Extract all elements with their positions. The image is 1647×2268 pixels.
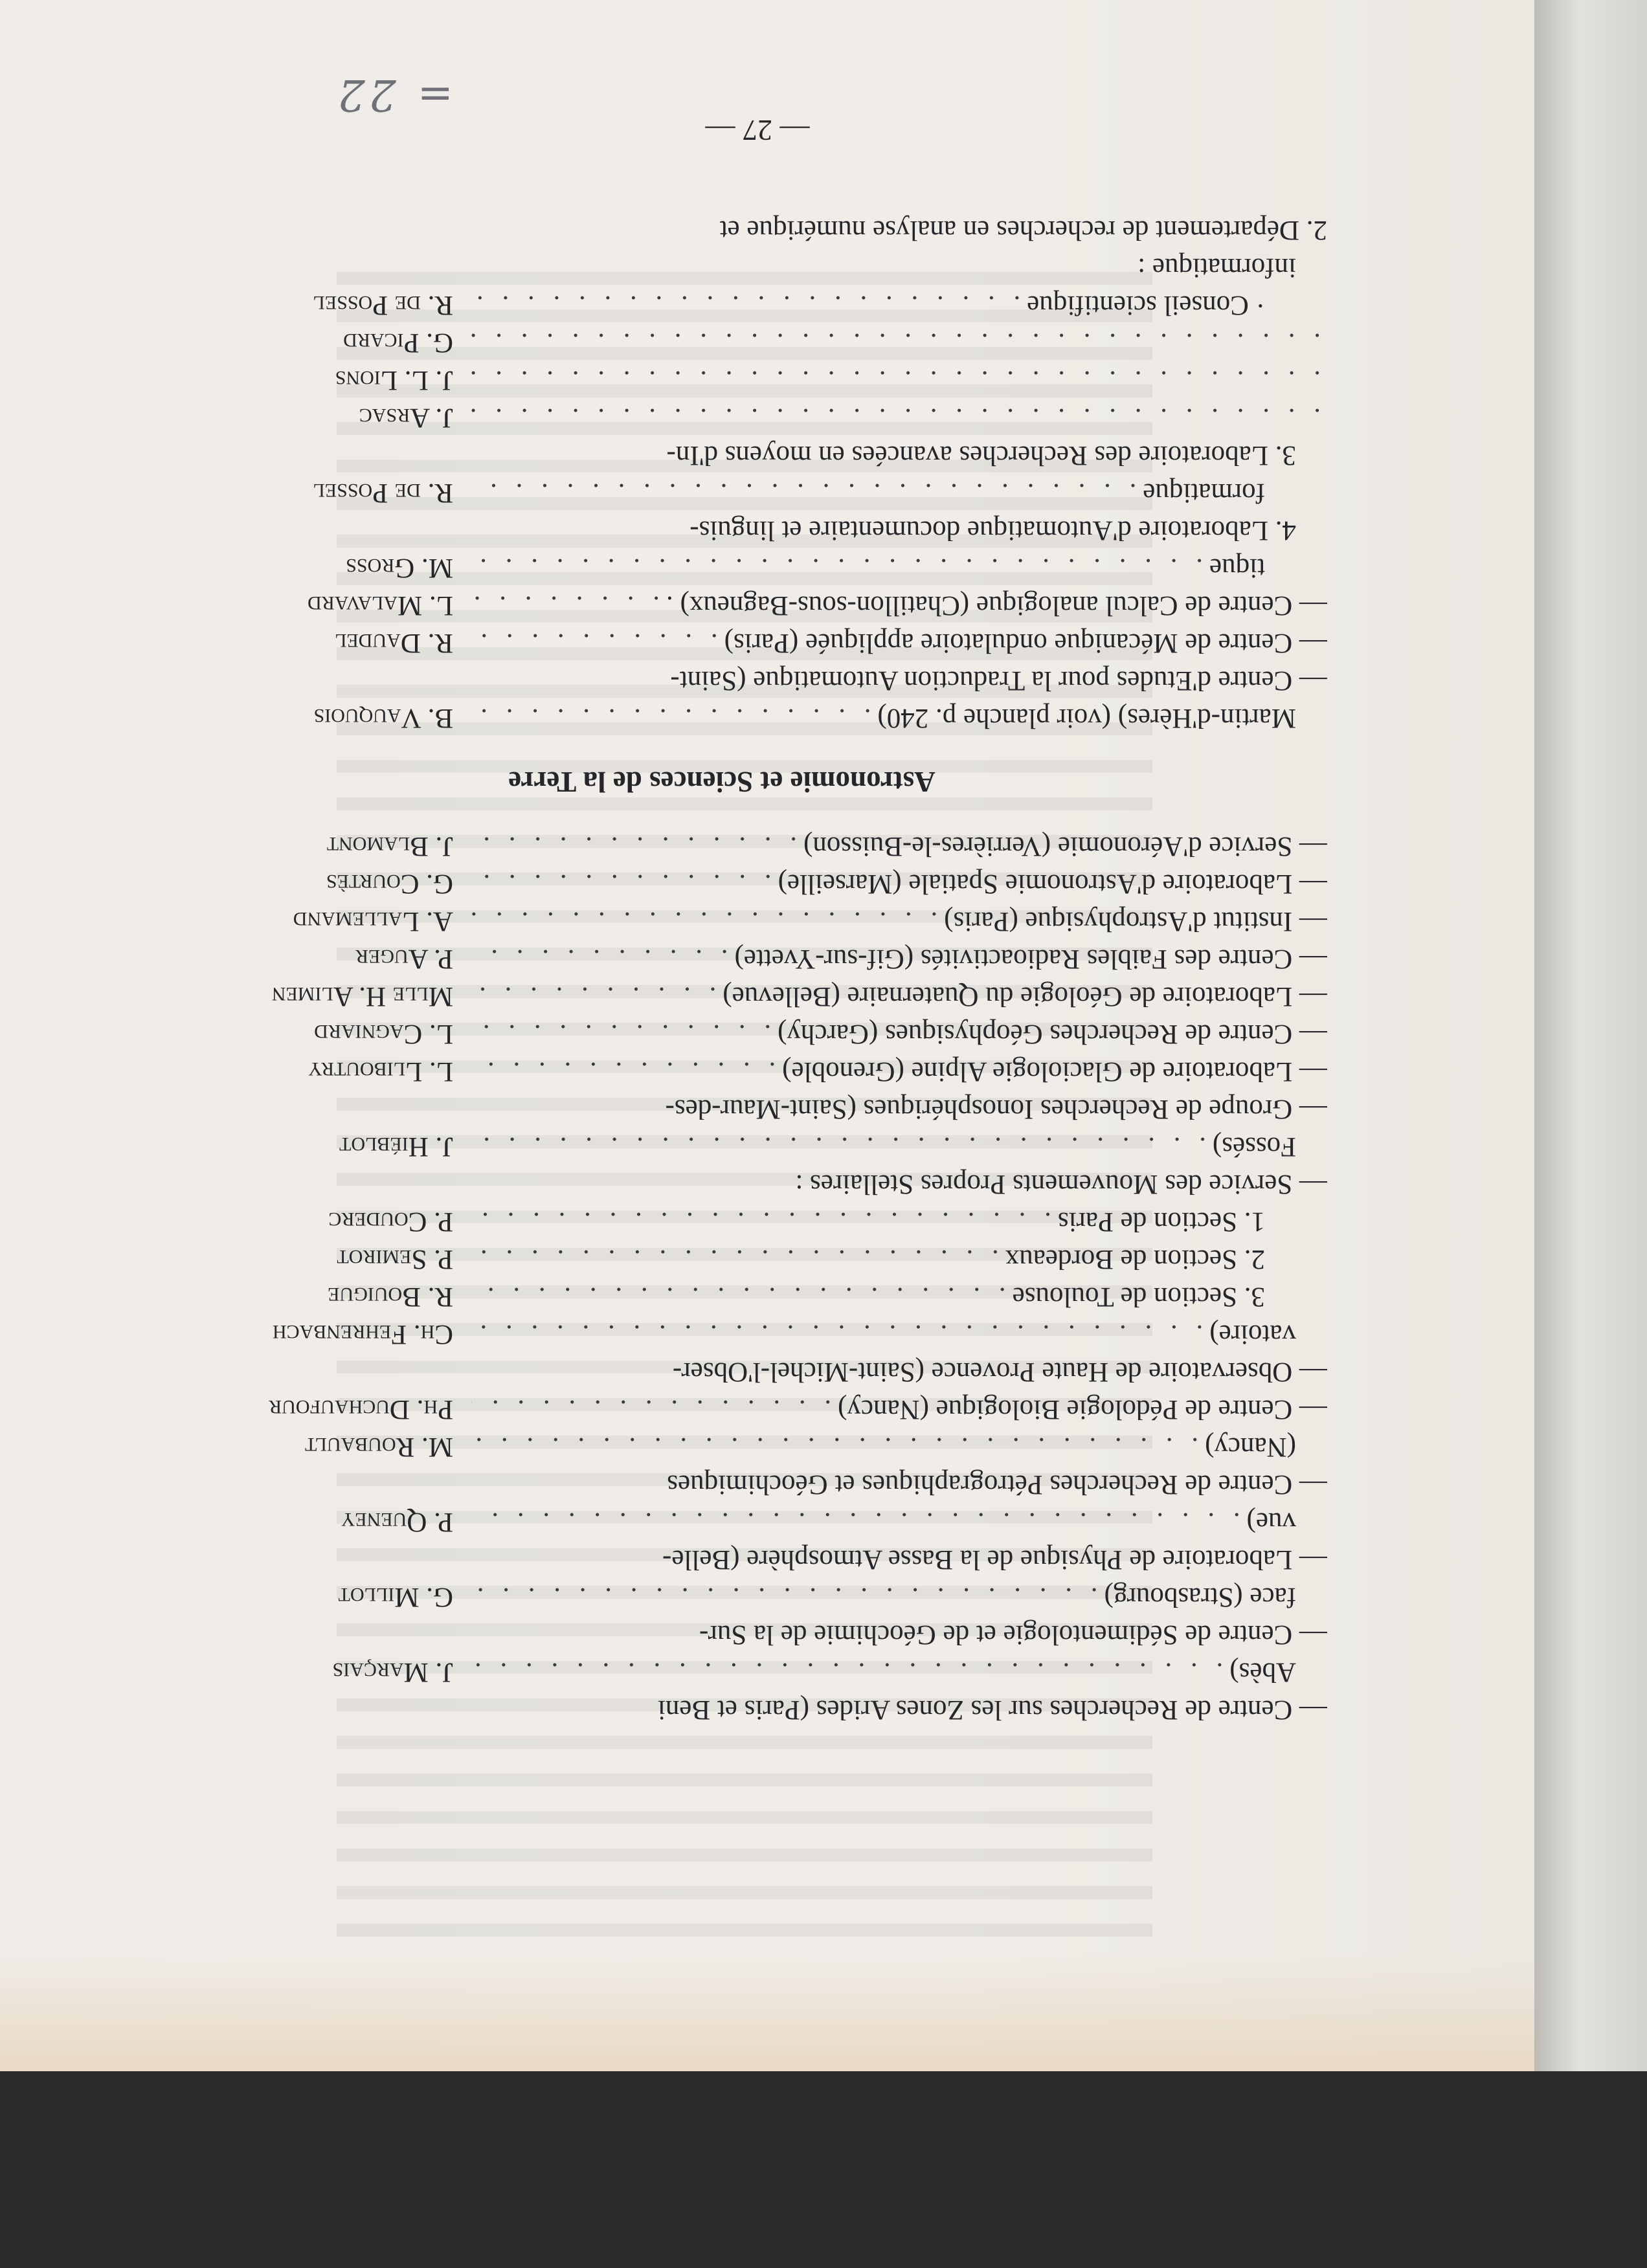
directory-entry bbox=[155, 977, 1327, 1015]
directory-entry bbox=[155, 511, 1327, 549]
page-number: — 27 — bbox=[705, 114, 810, 147]
entry-director: P. Couderc bbox=[328, 1206, 453, 1237]
directory-entries-bottom bbox=[155, 211, 1327, 737]
entry-director: R. de Possel bbox=[313, 290, 453, 320]
dot-leader bbox=[471, 624, 718, 662]
entry-institution: informatique : bbox=[1137, 252, 1296, 283]
directory-entry bbox=[155, 662, 1327, 699]
entry-director: R. Daudel bbox=[335, 628, 453, 658]
entry-institution: Martin-d'Hères) (voir planche p. 240) bbox=[877, 703, 1296, 733]
entry-institution: — Service d'Aéronomie (Verrières-le-Buisson) bbox=[803, 831, 1327, 862]
entry-director: A. Lallemand bbox=[293, 906, 453, 937]
directory-entry bbox=[155, 1090, 1327, 1128]
entry-director: P. Auger bbox=[355, 944, 453, 974]
entry-institution: — Service des Mouvements Propres Stellaires : bbox=[795, 1169, 1327, 1199]
entry-institution: — Centre des Faibles Radioactivités (Gif-sur-Yvette) bbox=[734, 944, 1327, 974]
entry-institution: formatique bbox=[1143, 478, 1265, 508]
dot-leader bbox=[471, 324, 1321, 361]
directory-list bbox=[155, 211, 1327, 1728]
entry-institution: vue) bbox=[1246, 1507, 1296, 1537]
entry-institution: — Centre de Mécanique ondulatoire appliquée (Paris) bbox=[724, 628, 1327, 658]
directory-entry bbox=[155, 436, 1327, 474]
dot-leader bbox=[471, 1428, 1198, 1465]
entry-institution: 2. Section de Bordeaux bbox=[1005, 1244, 1265, 1274]
directory-entry bbox=[155, 1203, 1327, 1240]
entry-director: P. Queney bbox=[341, 1507, 453, 1537]
entry-institution: — Laboratoire de Géologie du Quaternaire (Bellevue) bbox=[723, 981, 1327, 1012]
directory-entry bbox=[155, 1540, 1327, 1578]
entry-institution: 4. Laboratoire d'Automatique documentaire et linguis- bbox=[689, 515, 1296, 546]
entry-director: B. Vauquois bbox=[313, 703, 453, 733]
directory-entry bbox=[155, 865, 1327, 902]
directory-entry bbox=[155, 1128, 1327, 1165]
directory-entry bbox=[155, 1465, 1327, 1503]
entry-director: L. Malavard bbox=[308, 590, 453, 621]
entry-institution: — Centre de Recherches sur les Zones Arides (Paris et Beni bbox=[657, 1695, 1327, 1725]
directory-entry bbox=[155, 1240, 1327, 1278]
dot-leader bbox=[471, 699, 871, 737]
dot-leader bbox=[471, 1578, 1097, 1616]
entry-institution: 1. Section de Paris bbox=[1057, 1206, 1265, 1237]
dot-leader bbox=[471, 1015, 771, 1052]
dot-leader bbox=[471, 1278, 1006, 1315]
entry-institution: — Laboratoire d'Astronomie Spatiale (Marseille) bbox=[778, 869, 1327, 899]
entry-director: L. Cagniard bbox=[314, 1019, 453, 1049]
directory-entry bbox=[155, 1015, 1327, 1052]
entry-institution: — Centre de Recherches Géophysiques (Garchy) bbox=[778, 1019, 1327, 1049]
dot-leader bbox=[471, 1240, 999, 1278]
section-heading: Astronomie et Sciences de la Terre bbox=[508, 766, 936, 798]
entry-director: L. Lliboutry bbox=[308, 1056, 453, 1087]
dot-leader bbox=[471, 1203, 1051, 1240]
entry-institution: (Nancy) bbox=[1205, 1432, 1296, 1462]
entry-director: J. Marçais bbox=[332, 1657, 453, 1687]
directory-entry bbox=[155, 324, 1327, 361]
dot-leader bbox=[471, 940, 728, 977]
dot-leader bbox=[471, 977, 716, 1015]
dot-leader bbox=[471, 1315, 1203, 1353]
entry-director: R. de Possel bbox=[313, 478, 453, 508]
directory-entry bbox=[155, 1390, 1327, 1428]
entry-director: G. Millot bbox=[338, 1582, 453, 1612]
dot-leader bbox=[471, 286, 1020, 324]
dot-leader bbox=[471, 361, 1321, 399]
directory-entry bbox=[155, 1353, 1327, 1390]
entry-institution: face (Strasbourg) bbox=[1104, 1582, 1296, 1612]
dot-leader bbox=[471, 1653, 1223, 1691]
dot-leader bbox=[471, 1052, 776, 1090]
entry-institution: — Centre d'Etudes pour la Traduction Automatique (Saint- bbox=[670, 665, 1327, 696]
directory-entry bbox=[155, 624, 1327, 662]
directory-entry bbox=[155, 286, 1327, 324]
directory-entry bbox=[155, 586, 1327, 624]
dot-leader bbox=[471, 1390, 831, 1428]
directory-entry bbox=[155, 361, 1327, 399]
entry-director: P. Semirot bbox=[337, 1244, 453, 1274]
entry-institution: — Laboratoire de Physique de la Basse Atmosphère (Belle- bbox=[662, 1544, 1327, 1575]
entry-institution: 3. Section de Toulouse bbox=[1012, 1282, 1265, 1312]
dot-leader bbox=[471, 474, 1136, 511]
entry-institution: Fossés) bbox=[1212, 1131, 1296, 1162]
directory-entry bbox=[155, 827, 1327, 865]
entry-institution: — Institut d'Astrophysique (Paris) bbox=[944, 906, 1327, 937]
directory-entry bbox=[155, 699, 1327, 737]
entry-institution: Abès) bbox=[1229, 1657, 1296, 1687]
entry-institution: — Groupe de Recherches Ionosphériques (Saint-Maur-des- bbox=[665, 1094, 1327, 1124]
dot-leader bbox=[471, 1503, 1240, 1540]
entry-director: G. Picard bbox=[343, 328, 453, 358]
entry-director: J. Arsac bbox=[359, 403, 453, 433]
entry-director: M. Roubault bbox=[305, 1432, 453, 1462]
directory-entry bbox=[155, 1578, 1327, 1616]
directory-entry bbox=[155, 902, 1327, 940]
directory-entry bbox=[155, 1315, 1327, 1353]
directory-entry bbox=[155, 249, 1327, 286]
dot-leader bbox=[471, 865, 772, 902]
directory-entry bbox=[155, 1278, 1327, 1315]
directory-entry bbox=[155, 1616, 1327, 1653]
directory-entry bbox=[155, 1653, 1327, 1691]
directory-entry bbox=[155, 549, 1327, 586]
directory-entry bbox=[155, 1165, 1327, 1203]
dot-leader bbox=[471, 827, 797, 865]
directory-entry bbox=[155, 1503, 1327, 1540]
directory-entry bbox=[155, 1691, 1327, 1728]
dot-leader bbox=[471, 1128, 1206, 1165]
entry-institution: — Centre de Sédimentologie et de Géochimie de la Sur- bbox=[699, 1619, 1327, 1650]
entry-institution: — Centre de Calcul analogique (Chatillon-sous-Bagneux) . bbox=[666, 590, 1327, 621]
entry-director: Ch. Fehrenbach bbox=[272, 1319, 453, 1350]
dot-leader bbox=[471, 902, 937, 940]
entry-institution: — Observatoire de Haute Provence (Saint-Michel-l'Obser- bbox=[672, 1357, 1327, 1387]
entry-institution: vatoire) bbox=[1209, 1319, 1296, 1350]
entry-director: G. Courtès bbox=[326, 869, 453, 899]
directory-entry bbox=[155, 211, 1327, 249]
directory-entry bbox=[155, 1052, 1327, 1090]
entry-director: J. L. Lions bbox=[335, 365, 453, 395]
handwritten-page-note: = 22 bbox=[333, 70, 453, 120]
entry-director: M. Gross bbox=[346, 553, 453, 583]
entry-director: Mlle H. Alimen bbox=[271, 981, 453, 1012]
entry-institution: — Centre de Recherches Pétrographiques et Géochimiques bbox=[667, 1469, 1327, 1500]
entry-institution: 3. Laboratoire des Recherches avancées en moyens d'In- bbox=[666, 440, 1296, 471]
directory-entry bbox=[155, 1428, 1327, 1465]
entry-institution: — Laboratoire de Glaciologie Alpine (Grenoble) bbox=[782, 1056, 1327, 1087]
directory-entry bbox=[155, 474, 1327, 511]
dot-leader bbox=[471, 399, 1321, 436]
entry-director: J. Hiéblot bbox=[339, 1131, 453, 1162]
book-gutter bbox=[1534, 0, 1647, 2071]
dot-leader bbox=[471, 549, 1203, 586]
directory-entry bbox=[155, 399, 1327, 436]
entry-director: J. Blamont bbox=[326, 831, 453, 862]
directory-entry bbox=[155, 940, 1327, 977]
entry-institution: tique bbox=[1209, 553, 1265, 583]
entry-institution: 2. Département de recherches en analyse numérique et bbox=[719, 215, 1327, 245]
entry-director: Ph. Duchaufour bbox=[269, 1394, 453, 1425]
dot-leader bbox=[471, 586, 660, 624]
directory-entries-top bbox=[155, 827, 1327, 1728]
entry-institution: · Conseil scientifique bbox=[1027, 290, 1265, 320]
entry-institution: — Centre de Pédologie Biologique (Nancy) bbox=[838, 1394, 1327, 1425]
entry-director: R. Bouigue bbox=[328, 1282, 453, 1312]
